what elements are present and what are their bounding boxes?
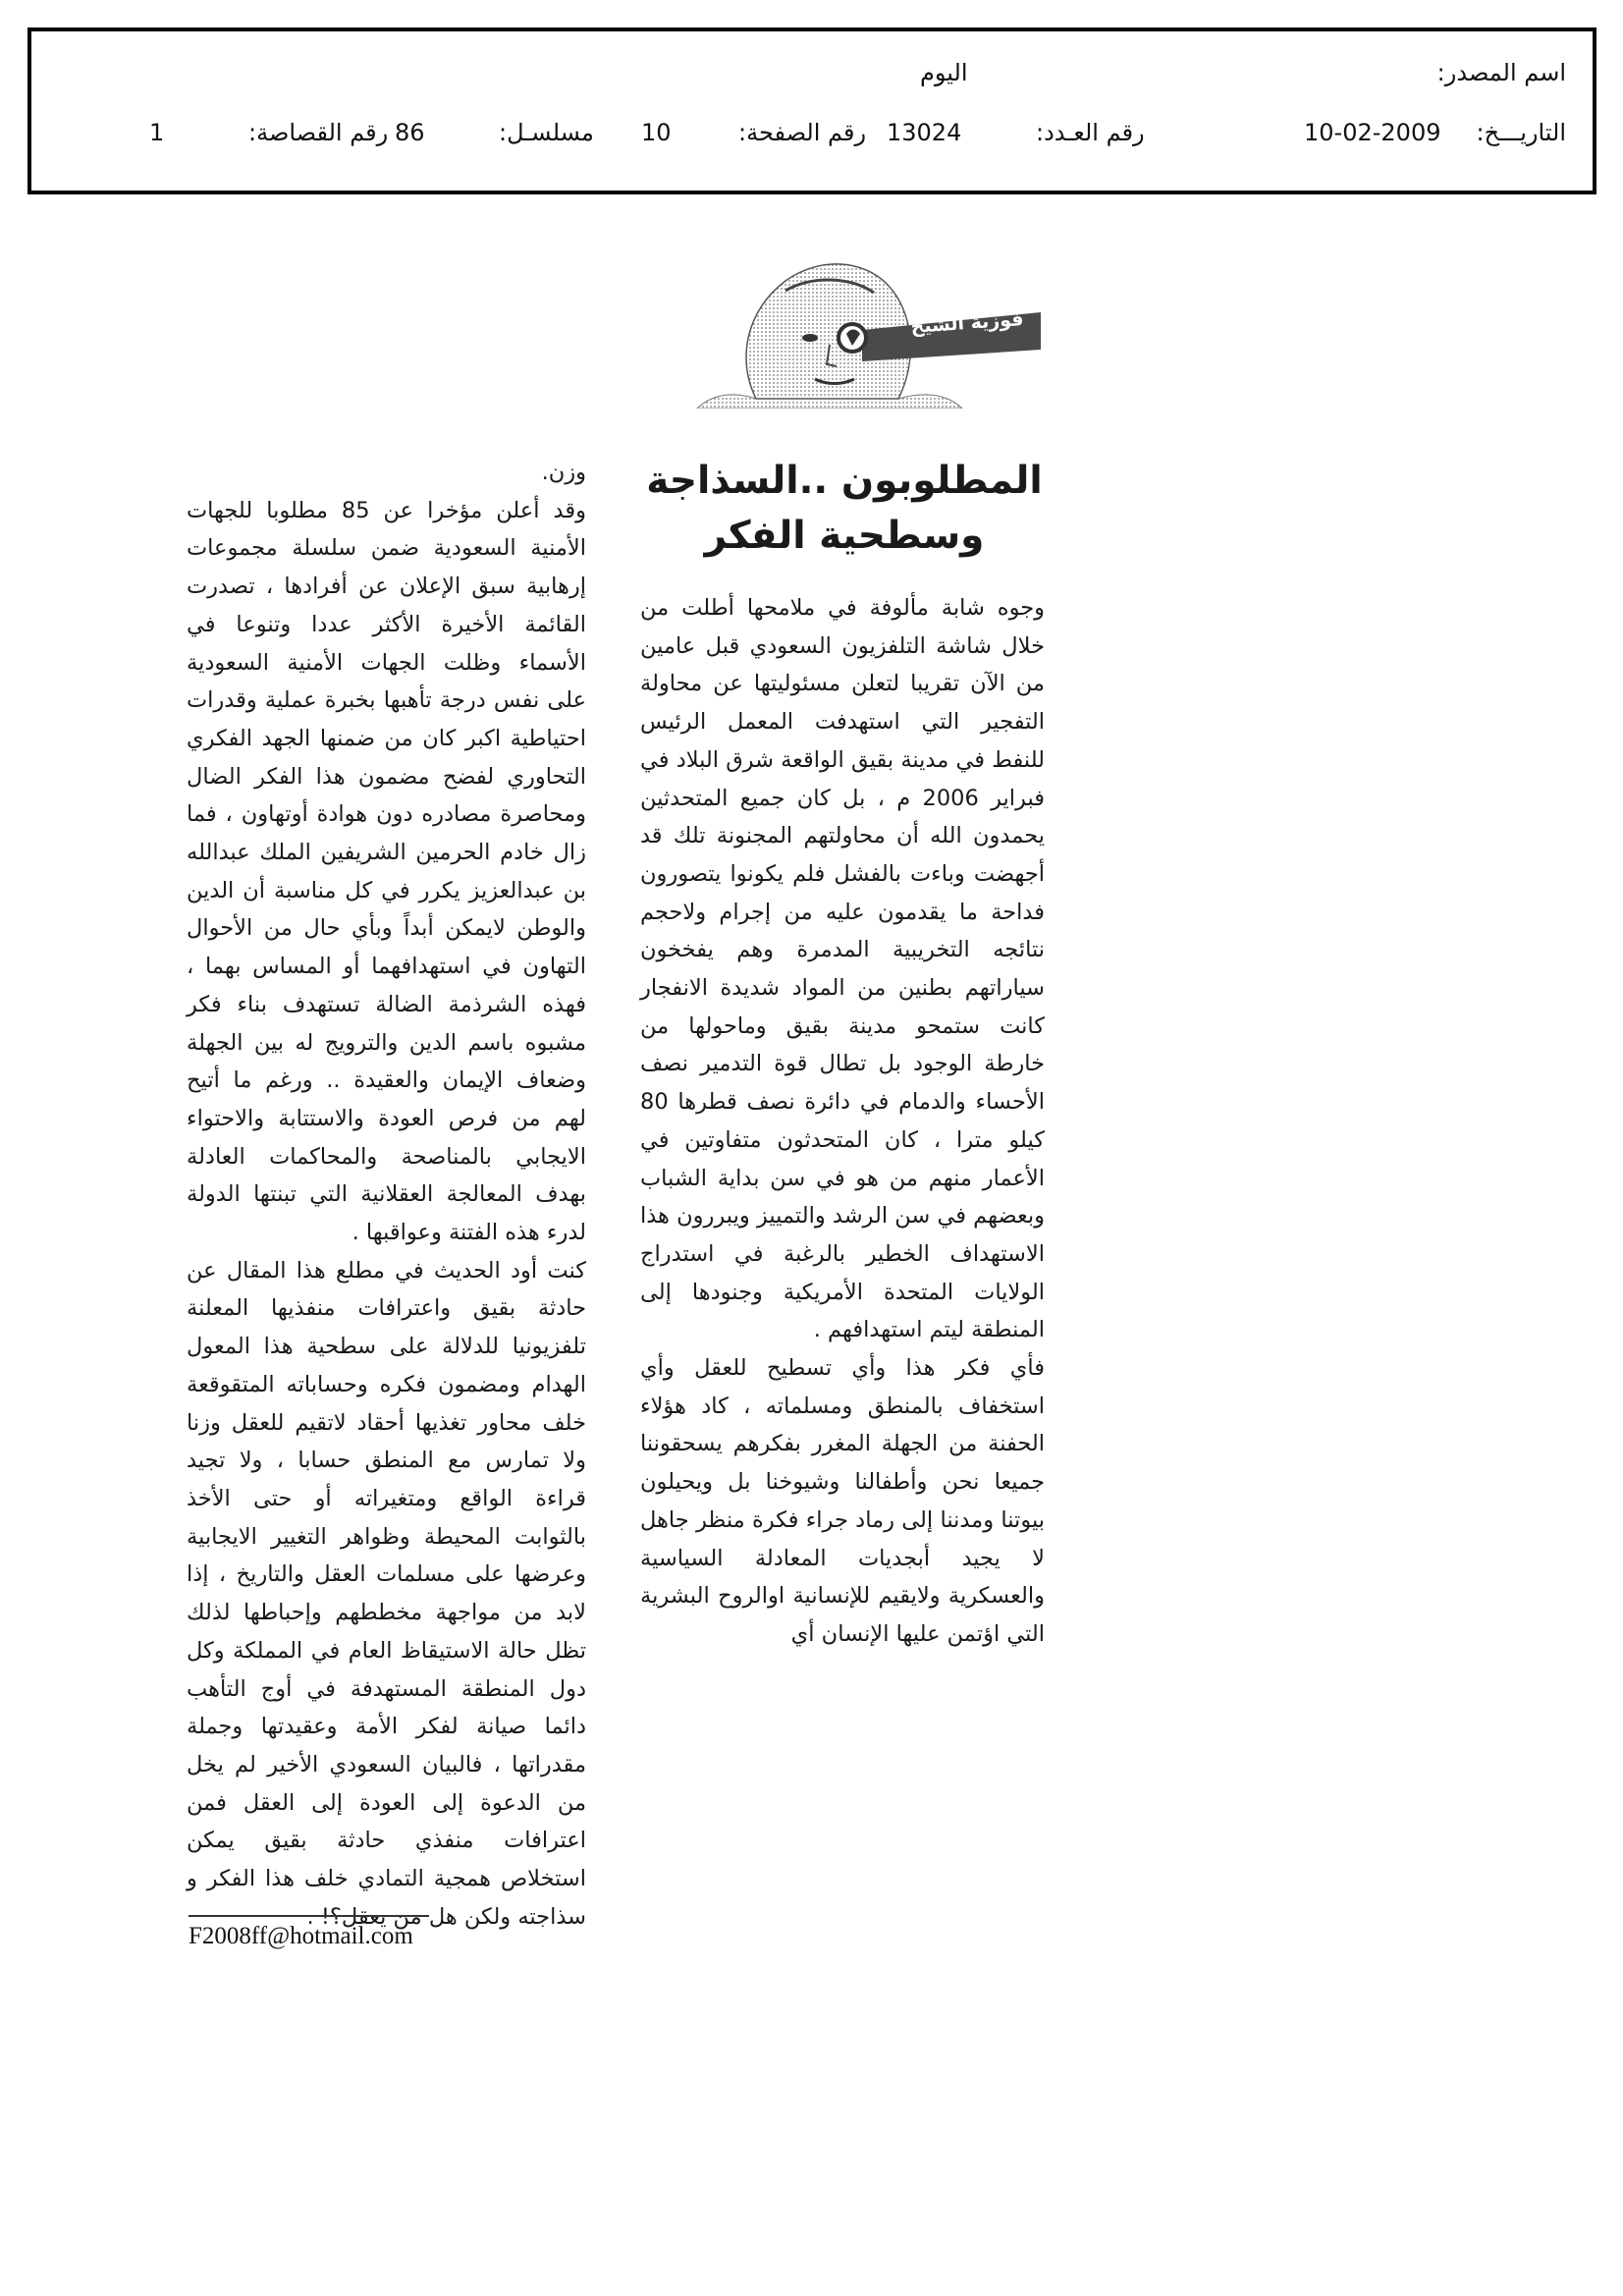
source-label: اسم المصدر: (1436, 59, 1566, 86)
serial-label: مسلسـل: (499, 119, 594, 146)
page-label: رقم الصفحة: (738, 119, 867, 146)
paragraph: كنت أود الحديث في مطلع هذا المقال عن حادثة بقيق واعترافات منفذيها المعلنة تلفزيونيا للدلالة على سطحية هذا المعول الهدام ومضمون فكره وحساباته المتقوقعة خلف محاور تغذيها أحقاد لاتقيم للعقل وزنا ولا تمارس مع المنطق حسابا ، ولا تجيد قراءة الواقع ومتغيراته أو حتى الأخذ بالثوابت المحيطة وظواهر التغيير الايجابية وعرضها على مسلمات العقل والتاريخ ، إذا لابد من مواجهة مخططهم وإحباطها لذلك تظل حالة الاستيقاظ العام في المملكة وكل دول المنطقة المستهدفة في أوج التأهب دائما صيانة لفكر الأمة وعقيدتها وجملة مقدراتها ، فالبيان السعودي الأخير لم يخل من الدعوة إلى العودة إلى العقل فمن اعترافات منفذي حادثة بقيق يمكن استخلاص همجية التمادي خلف هذا الفكر و سذاجته ولكن هل من يعقل؟! . (187, 1257, 586, 1930)
clip-value: 1 (149, 119, 165, 146)
headline-line-2: وسطحية الفكر (704, 514, 985, 558)
paragraph: وزن. (541, 460, 586, 485)
signature-divider (189, 1915, 429, 1917)
article-left-column (187, 454, 586, 1936)
date-value: 10-02-2009 (1304, 119, 1441, 146)
paragraph: وقد أعلن مؤخرا عن 85 مطلوبا للجهات الأمنية السعودية ضمن سلسلة مجموعات إرهابية سبق الإعلان عن أفرادها ، تصدرت القائمة الأخيرة الأكثر عددا وتنوعا في الأسماء وظلت الجهات الأمنية السعودية على نفس درجة تأهبها بخبرة عملية وقدرات احتياطية اكبر كان من ضمنها الجهد الفكري التحاوري لفضح مضمون هذا الفكر الضال ومحاصرة مصادره دون هوادة أوتهاون ، فما زال خادم الحرمين الشريفين الملك عبدالله بن عبدالعزيز يكرر في كل مناسبة أن الدين والوطن لايمكن أبداً وبأي حال من الأحوال التهاون في استهدافهما أو المساس بهما ، فهذه الشرذمة الضالة تستهدف بناء فكر مشبوه باسم الدين والترويج له بين الجهلة وضعاف الإيمان والعقيدة .. ورغم ما أتيح لهم من فرص العودة والاستتابة والاحتواء الايجابي بالمناصحة والمحاكمات العادلة بهدف المعالجة العقلانية التي تبنتها الدولة لدرء هذه الفتنة وعواقبها . (187, 497, 586, 1246)
clip-label: رقم القصاصة: (248, 119, 389, 146)
article-headline (628, 454, 1060, 564)
source-info-box (27, 27, 1596, 194)
paragraph: فأي فكر هذا وأي تسطيح للعقل وأي استخفاف بالمنطق ومسلماته ، كاد هؤلاء الحفنة من الجهلة المغرر بفكرهم يسحقوننا جميعا نحن وأطفالنا وشيوخنا بل ويحيلون بيوتنا ومدننا إلى رماد جراء فكرة منظر جاهل لا يجيد أبجديات المعادلة السياسية والعسكرية ولايقيم للإنسانية اوالروح البشرية التي اؤتمن عليها الإنسان أي (640, 1355, 1045, 1647)
issue-label: رقم العـدد: (1036, 119, 1145, 146)
issue-value: 13024 (887, 119, 962, 146)
source-value: اليوم (920, 59, 968, 86)
columnist-badge-text: فوزية الشيخ (909, 308, 1025, 338)
article-right-column (640, 589, 1045, 1654)
date-label: التاريـــخ: (1476, 119, 1566, 146)
paragraph: وجوه شابة مألوفة في ملامحها أطلت من خلال شاشة التلفزيون السعودي قبل عامين من الآن تقريبا لتعلن مسئوليتها عن محاولة التفجير التي استهدفت المعمل الرئيس للنفط في مدينة بقيق الواقعة شرق البلاد في فبراير 2006 م ، بل كان جميع المتحدثين يحمدون الله أن محاولتهم المجنونة تلك قد أجهضت وباءت بالفشل فلم يكونوا يتصورون فداحة ما يقدمون عليه من إجرام ولاحجم نتائجه التخريبية المدمرة وهم يفخخون سياراتهم بطنين من المواد شديدة الانفجار كانت ستمحو مدينة بقيق وماحولها من خارطة الوجود بل تطال قوة التدمير نصف الأحساء والدمام في دائرة نصف قطرها 80 كيلو مترا ، كان المتحدثون متفاوتين في الأعمار منهم من هو في سن بداية الشباب وبعضهم في سن الرشد والتمييز ويبررون هذا الاستهداف الخطير بالرغبة في استدراج الولايات المتحدة الأمريكية وجنودها إلى المنطقة ليتم استهدافهم . (640, 595, 1045, 1343)
headline-line-1: المطلوبون ..السذاجة (646, 459, 1043, 503)
author-email: F2008ff@hotmail.com (189, 1923, 413, 1949)
page-value: 10 (641, 119, 672, 146)
serial-value: 86 (395, 119, 425, 146)
